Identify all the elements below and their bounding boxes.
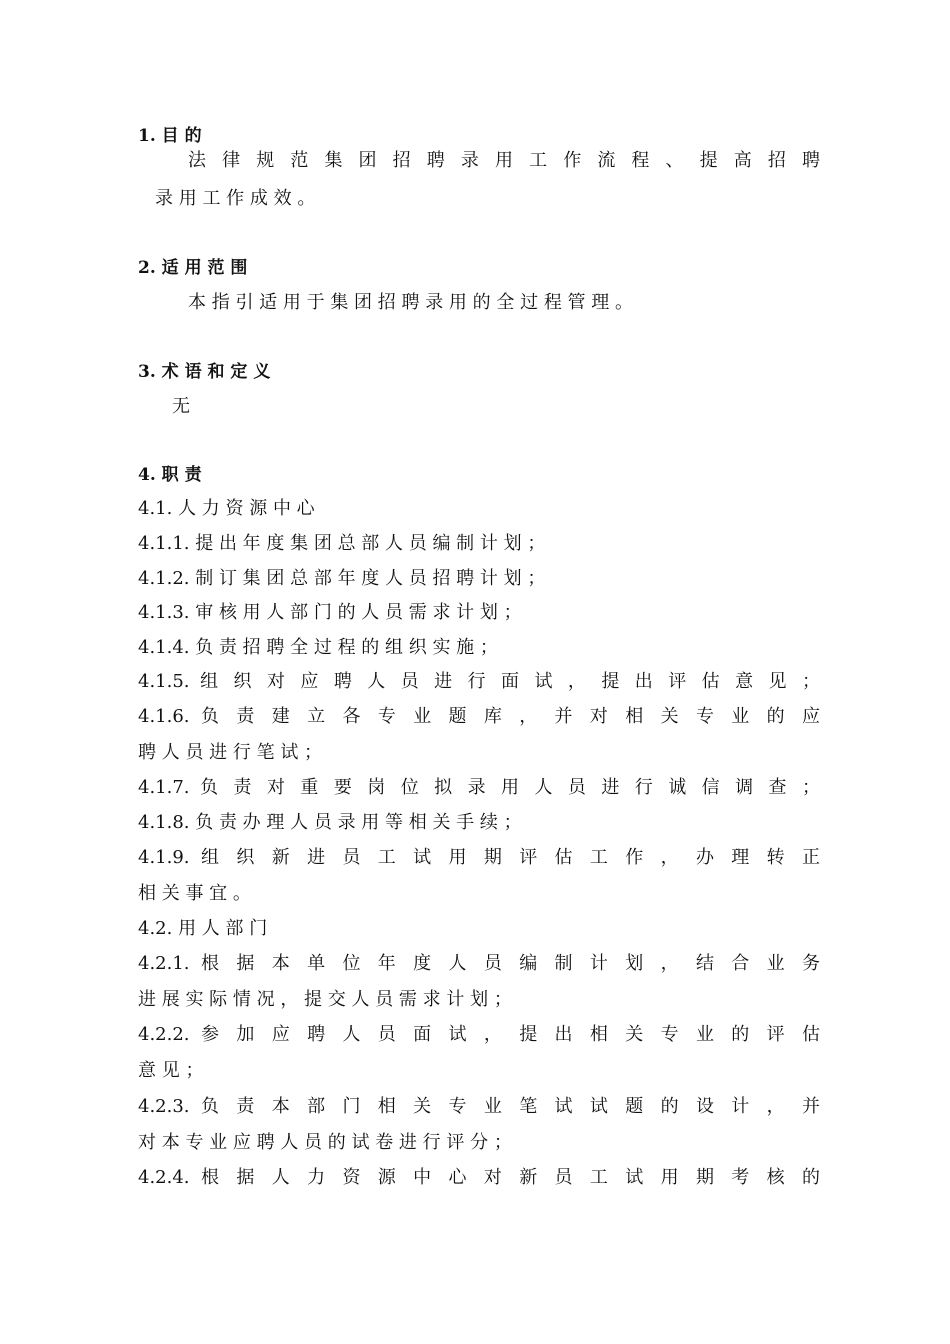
paragraph-line: 法 律 规 范 集 团 招 聘 录 用 工 作 流 程 、 提 高 招 聘 xyxy=(188,150,820,171)
list-item: 4.2.2. 参 加 应 聘 人 员 面 试 ， 提 出 相 关 专 业 的 评 估 xyxy=(138,1024,820,1045)
list-item-continuation: 进 展 实 际 情 况 ， 提 交 人 员 需 求 计 划 ； xyxy=(138,989,512,1010)
paragraph-line: 本 指 引 适 用 于 集 团 招 聘 录 用 的 全 过 程 管 理 。 xyxy=(188,292,633,313)
list-item: 4.1.5. 组 织 对 应 聘 人 员 进 行 面 试 ， 提 出 评 估 意 见 ； xyxy=(138,671,820,692)
list-item: 4.1.4. 负 责 招 聘 全 过 程 的 组 织 实 施 ； xyxy=(138,637,498,658)
list-item: 4.1.3. 审 核 用 人 部 门 的 人 员 需 求 计 划 ； xyxy=(138,602,522,623)
list-item-continuation: 相 关 事 宜 。 xyxy=(138,883,251,904)
list-item: 4.2.1. 根 据 本 单 位 年 度 人 员 编 制 计 划 ， 结 合 业 务 xyxy=(138,953,820,974)
list-item: 4.1.2. 制 订 集 团 总 部 年 度 人 员 招 聘 计 划 ； xyxy=(138,568,546,589)
list-item: 4.2.3. 负 责 本 部 门 相 关 专 业 笔 试 试 题 的 设 计 ， 并 xyxy=(138,1096,820,1117)
section-heading-scope: 2. 适 用 范 围 xyxy=(138,258,248,278)
paragraph-line: 无 xyxy=(172,396,190,417)
list-item-continuation: 对 本 专 业 应 聘 人 员 的 试 卷 进 行 评 分 ； xyxy=(138,1132,512,1153)
list-item-continuation: 意 见 ； xyxy=(138,1060,204,1081)
list-item: 4.2.4. 根 据 人 力 资 源 中 心 对 新 员 工 试 用 期 考 核 的 xyxy=(138,1167,820,1188)
paragraph-line: 录 用 工 作 成 效 。 xyxy=(155,188,316,209)
list-item: 4.1.1. 提 出 年 度 集 团 总 部 人 员 编 制 计 划 ； xyxy=(138,533,546,554)
list-item: 4.1.9. 组 织 新 进 员 工 试 用 期 评 估 工 作 ， 办 理 转 正 xyxy=(138,847,820,868)
subsection-title: 4.2. 用 人 部 门 xyxy=(138,918,268,939)
section-heading-duties: 4. 职 责 xyxy=(138,465,202,485)
section-heading-purpose: 1. 目 的 xyxy=(138,126,202,146)
list-item: 4.1.7. 负 责 对 重 要 岗 位 拟 录 用 人 员 进 行 诚 信 调 查 ； xyxy=(138,777,820,798)
list-item: 4.1.8. 负 责 办 理 人 员 录 用 等 相 关 手 续 ； xyxy=(138,812,522,833)
list-item: 4.1.6. 负 责 建 立 各 专 业 题 库 ， 并 对 相 关 专 业 的 应 xyxy=(138,706,820,727)
section-heading-terms: 3. 术 语 和 定 义 xyxy=(138,362,271,382)
subsection-title: 4.1. 人 力 资 源 中 心 xyxy=(138,498,315,519)
list-item-continuation: 聘 人 员 进 行 笔 试 ； xyxy=(138,742,323,763)
